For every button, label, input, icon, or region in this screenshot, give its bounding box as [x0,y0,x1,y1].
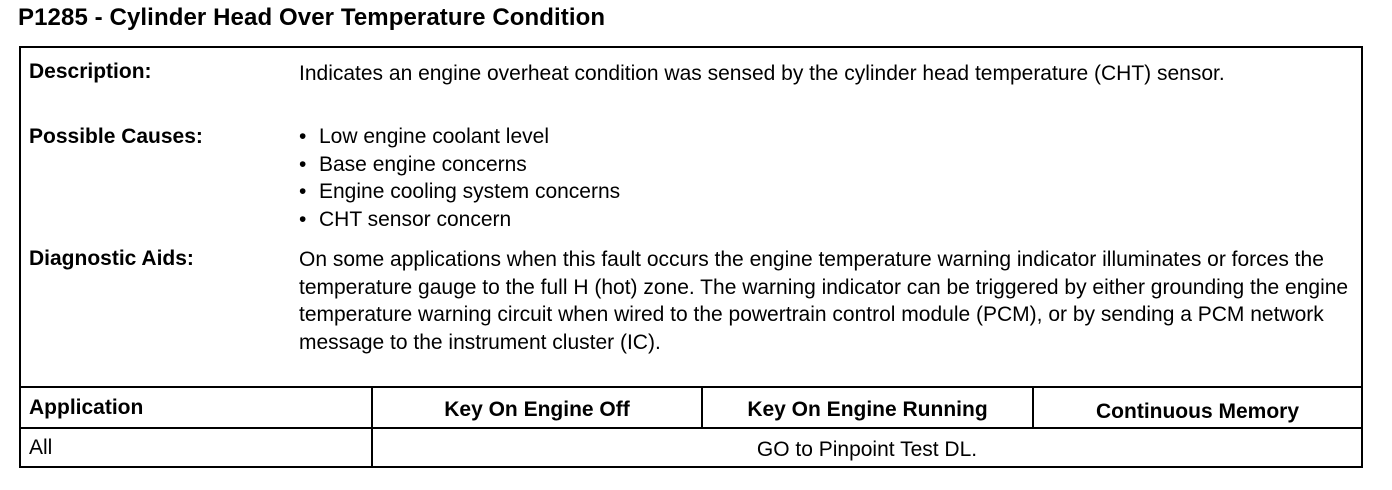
header-continuous-memory: Continuous Memory [1096,400,1299,423]
cause-text: Engine cooling system concerns [319,180,621,203]
bullet-icon: • [299,152,307,176]
bullet-icon: • [299,180,307,203]
list-item [299,123,620,151]
header-key-on-engine-off: Key On Engine Off [444,398,630,421]
diagnostic-aids-label: Diagnostic Aids: [29,247,194,270]
possible-causes-label: Possible Causes: [29,125,203,148]
description-label: Description: [29,60,152,83]
header-key-on-engine-running: Key On Engine Running [747,398,988,421]
list-item [299,178,620,206]
list-item [299,151,620,179]
bullet-icon: • [299,125,307,148]
diagnostic-aids-text: On some applications when this fault occurs the engine temperature warning indicator illuminates or forces the temperature gauge to the full H (hot) zone. The warning indicator can be triggered by either grounding the engine temperature warning circuit when wired to the powertrain control module (PCM), or by sending a PCM network message to the instrument cluster (IC). [299,248,1349,354]
header-application: Application [29,396,144,419]
table-divider [21,386,1361,388]
cause-text: Low engine coolant level [319,125,549,148]
possible-causes-list [299,123,620,233]
table-row-action: GO to Pinpoint Test DL. [756,438,978,461]
dtc-info-table [19,46,1363,468]
page-title: P1285 - Cylinder Head Over Temperature Condition [18,4,606,31]
cause-text: CHT sensor concern [319,207,512,231]
description-text: Indicates an engine overheat condition was sensed by the cylinder head temperature (CHT) sensor. [299,62,1225,85]
bullet-icon: • [299,207,307,231]
list-item [299,206,620,234]
table-row-application: All [29,436,53,459]
cause-text: Base engine concerns [319,152,527,176]
table-divider [21,427,1361,429]
